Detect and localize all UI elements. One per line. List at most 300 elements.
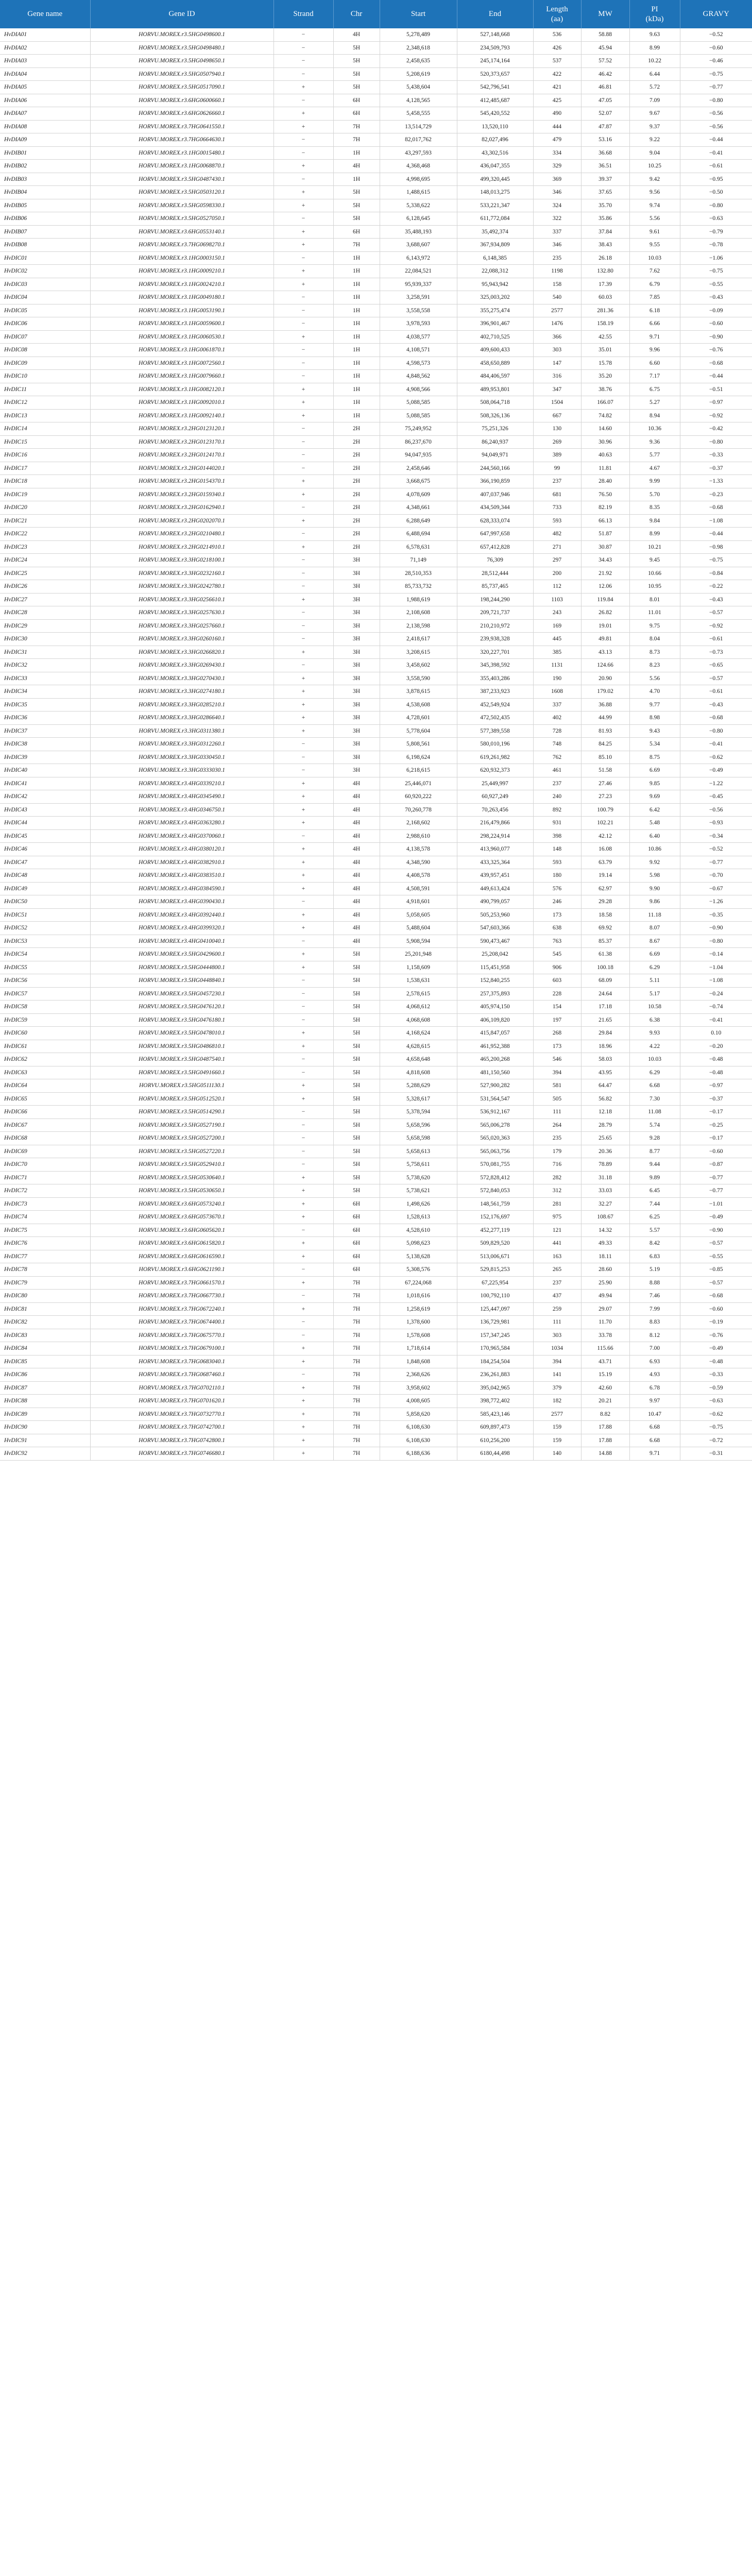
cell-start: 3,458,602 [380,659,457,672]
cell-gravy: −0.14 [680,948,752,961]
cell-chr: 7H [333,1355,380,1368]
cell-pi: 8.99 [629,528,680,541]
cell-start: 4,038,577 [380,330,457,344]
cell-gene-name: HvDIC19 [0,488,90,501]
cell-start: 25,201,948 [380,948,457,961]
cell-chr: 4H [333,935,380,948]
cell-strand: + [274,107,333,121]
cell-gravy: −0.67 [680,882,752,895]
cell-length: 748 [533,738,581,751]
cell-mw: 108.67 [581,1211,629,1224]
cell-length: 182 [533,1395,581,1408]
cell-length: 243 [533,606,581,620]
cell-pi: 9.85 [629,777,680,790]
cell-pi: 7.09 [629,94,680,107]
cell-length: 312 [533,1184,581,1198]
cell-end: 452,277,119 [457,1224,533,1237]
cell-mw: 82.19 [581,501,629,515]
cell-start: 3,668,675 [380,475,457,488]
cell-start: 5,278,489 [380,28,457,41]
cell-end: 565,063,756 [457,1145,533,1158]
cell-pi: 8.73 [629,646,680,659]
cell-chr: 1H [333,278,380,291]
table-row [0,895,752,909]
cell-strand: − [274,55,333,68]
cell-gene-id: HORVU.MOREX.r3.3HG0257660.1 [90,619,274,633]
cell-chr: 1H [333,146,380,160]
cell-gene-name: HvDIC13 [0,409,90,422]
cell-gene-id: HORVU.MOREX.r3.1HG0015480.1 [90,146,274,160]
cell-strand: − [274,1158,333,1172]
cell-start: 5,058,605 [380,908,457,922]
table-row [0,1132,752,1145]
cell-length: 111 [533,1106,581,1119]
cell-strand: + [274,593,333,606]
cell-gravy: −0.37 [680,462,752,475]
cell-chr: 4H [333,777,380,790]
cell-gravy: −0.45 [680,790,752,804]
cell-start: 4,008,605 [380,1395,457,1408]
cell-pi: 10.95 [629,580,680,594]
cell-chr: 3H [333,646,380,659]
cell-gravy: −0.79 [680,225,752,239]
cell-mw: 14.32 [581,1224,629,1237]
cell-gene-id: HORVU.MOREX.r3.7HG0701620.1 [90,1395,274,1408]
table-row [0,146,752,160]
cell-chr: 3H [333,764,380,777]
cell-start: 4,068,608 [380,1013,457,1027]
cell-mw: 37.65 [581,186,629,199]
cell-chr: 5H [333,81,380,94]
cell-strand: − [274,1316,333,1329]
table-row [0,1184,752,1198]
table-row [0,265,752,278]
cell-gene-name: HvDIC61 [0,1040,90,1053]
cell-strand: − [274,212,333,226]
cell-strand: − [274,344,333,357]
cell-chr: 7H [333,239,380,252]
cell-gravy: −0.46 [680,55,752,68]
cell-gene-name: HvDIC17 [0,462,90,475]
cell-pi: 9.89 [629,1171,680,1184]
cell-length: 180 [533,869,581,883]
cell-gene-name: HvDIB01 [0,146,90,160]
cell-start: 2,578,615 [380,987,457,1001]
table-row [0,501,752,515]
cell-gravy: −0.56 [680,803,752,817]
cell-gene-id: HORVU.MOREX.r3.7HG0732770.1 [90,1408,274,1421]
cell-gene-name: HvDIC11 [0,383,90,396]
cell-start: 3,978,593 [380,317,457,331]
cell-mw: 33.78 [581,1329,629,1342]
cell-pi: 5.48 [629,817,680,830]
cell-chr: 3H [333,593,380,606]
cell-end: 234,509,793 [457,41,533,55]
cell-mw: 100.18 [581,961,629,974]
cell-gene-name: HvDIC82 [0,1316,90,1329]
cell-chr: 3H [333,724,380,738]
cell-pi: 9.37 [629,120,680,133]
cell-gene-id: HORVU.MOREX.r3.1HG0053190.1 [90,304,274,317]
table-row [0,370,752,383]
cell-end: 433,325,364 [457,856,533,869]
cell-strand: − [274,251,333,265]
cell-strand: − [274,1224,333,1237]
cell-end: 257,375,893 [457,987,533,1001]
cell-strand: + [274,1040,333,1053]
cell-chr: 3H [333,751,380,764]
cell-gravy: −0.57 [680,1237,752,1250]
cell-gene-id: HORVU.MOREX.r3.6HG0605620.1 [90,1224,274,1237]
cell-chr: 6H [333,107,380,121]
cell-strand: + [274,856,333,869]
cell-length: 402 [533,711,581,725]
cell-mw: 26.18 [581,251,629,265]
table-row [0,1290,752,1303]
cell-end: 367,934,809 [457,239,533,252]
cell-pi: 6.78 [629,1381,680,1395]
cell-mw: 20.21 [581,1395,629,1408]
cell-length: 545 [533,948,581,961]
cell-mw: 18.96 [581,1040,629,1053]
table-row [0,803,752,817]
cell-chr: 1H [333,409,380,422]
cell-pi: 10.66 [629,567,680,580]
cell-gene-id: HORVU.MOREX.r3.3HG0285210.1 [90,698,274,711]
cell-length: 482 [533,528,581,541]
cell-chr: 6H [333,1197,380,1211]
cell-chr: 5H [333,987,380,1001]
cell-mw: 17.88 [581,1421,629,1434]
cell-end: 402,710,525 [457,330,533,344]
cell-chr: 1H [333,304,380,317]
cell-length: 426 [533,41,581,55]
table-row [0,1329,752,1342]
cell-length: 461 [533,764,581,777]
cell-gene-id: HORVU.MOREX.r3.7HG0687460.1 [90,1368,274,1382]
cell-start: 1,378,600 [380,1316,457,1329]
table-row [0,344,752,357]
cell-pi: 9.86 [629,895,680,909]
cell-gravy: −0.25 [680,1118,752,1132]
cell-strand: − [274,1290,333,1303]
cell-start: 2,348,618 [380,41,457,55]
cell-end: 509,829,520 [457,1237,533,1250]
cell-end: 609,897,473 [457,1421,533,1434]
cell-strand: + [274,908,333,922]
cell-length: 130 [533,422,581,436]
cell-strand: − [274,528,333,541]
cell-gene-name: HvDIA06 [0,94,90,107]
cell-gene-name: HvDIC48 [0,869,90,883]
cell-start: 28,510,353 [380,567,457,580]
cell-end: 657,412,828 [457,540,533,554]
cell-start: 2,988,610 [380,829,457,843]
cell-gravy: −0.31 [680,1447,752,1461]
cell-gene-name: HvDIC53 [0,935,90,948]
cell-length: 421 [533,81,581,94]
cell-gene-name: HvDIC10 [0,370,90,383]
table-row [0,107,752,121]
cell-length: 264 [533,1118,581,1132]
cell-length: 148 [533,843,581,856]
cell-gene-id: HORVU.MOREX.r3.3HG0269430.1 [90,659,274,672]
cell-start: 5,758,611 [380,1158,457,1172]
cell-chr: 3H [333,672,380,685]
cell-pi: 7.46 [629,1290,680,1303]
cell-mw: 28.40 [581,475,629,488]
cell-gravy: −0.95 [680,173,752,186]
table-row [0,251,752,265]
cell-pi: 9.56 [629,186,680,199]
cell-gene-name: HvDIC07 [0,330,90,344]
table-row [0,1106,752,1119]
cell-mw: 58.88 [581,28,629,41]
cell-gene-id: HORVU.MOREX.r3.5HG0529410.1 [90,1158,274,1172]
cell-pi: 8.01 [629,593,680,606]
table-row [0,1395,752,1408]
cell-gene-id: HORVU.MOREX.r3.5HG0527190.1 [90,1118,274,1132]
cell-start: 35,488,193 [380,225,457,239]
cell-mw: 62.97 [581,882,629,895]
cell-pi: 5.70 [629,488,680,501]
cell-strand: + [274,1079,333,1093]
cell-gravy: −0.80 [680,94,752,107]
cell-chr: 7H [333,1395,380,1408]
cell-length: 681 [533,488,581,501]
cell-length: 2577 [533,1408,581,1421]
cell-gene-name: HvDIC54 [0,948,90,961]
cell-strand: + [274,1027,333,1040]
cell-pi: 8.04 [629,633,680,646]
cell-pi: 9.42 [629,173,680,186]
cell-pi: 8.83 [629,1316,680,1329]
cell-length: 259 [533,1302,581,1316]
cell-start: 94,047,935 [380,449,457,462]
cell-mw: 76.50 [581,488,629,501]
cell-mw: 61.38 [581,948,629,961]
cell-strand: + [274,199,333,212]
cell-gravy: −0.48 [680,1066,752,1079]
cell-end: 366,190,859 [457,475,533,488]
table-row [0,278,752,291]
table-row [0,317,752,331]
cell-strand: − [274,606,333,620]
cell-pi: 5.98 [629,869,680,883]
cell-chr: 5H [333,186,380,199]
cell-chr: 4H [333,28,380,41]
cell-mw: 42.12 [581,829,629,843]
cell-gene-name: HvDIA05 [0,81,90,94]
cell-pi: 10.58 [629,1001,680,1014]
cell-mw: 28.79 [581,1118,629,1132]
cell-length: 337 [533,698,581,711]
cell-gene-name: HvDIC01 [0,251,90,265]
cell-chr: 4H [333,882,380,895]
cell-chr: 4H [333,869,380,883]
cell-mw: 49.81 [581,633,629,646]
cell-gene-name: HvDIC16 [0,449,90,462]
table-row [0,528,752,541]
cell-pi: 9.96 [629,344,680,357]
cell-pi: 6.45 [629,1184,680,1198]
table-row [0,1316,752,1329]
cell-strand: + [274,514,333,528]
cell-end: 245,174,164 [457,55,533,68]
cell-mw: 158.19 [581,317,629,331]
cell-gene-name: HvDIC81 [0,1302,90,1316]
cell-length: 282 [533,1171,581,1184]
cell-length: 1131 [533,659,581,672]
cell-length: 385 [533,646,581,659]
cell-gene-name: HvDIC83 [0,1329,90,1342]
cell-mw: 21.65 [581,1013,629,1027]
cell-length: 581 [533,1079,581,1093]
table-row [0,1355,752,1368]
cell-gene-name: HvDIC91 [0,1434,90,1447]
cell-end: 398,772,402 [457,1395,533,1408]
cell-mw: 35.20 [581,370,629,383]
cell-start: 4,108,571 [380,344,457,357]
table-row [0,330,752,344]
cell-gravy: −0.61 [680,633,752,646]
cell-gravy: −1.26 [680,895,752,909]
cell-end: 35,492,374 [457,225,533,239]
cell-gene-id: HORVU.MOREX.r3.3HG0260160.1 [90,633,274,646]
cell-strand: + [274,160,333,173]
cell-gene-name: HvDIC12 [0,396,90,410]
cell-chr: 3H [333,685,380,699]
cell-gene-name: HvDIC64 [0,1079,90,1093]
cell-mw: 30.96 [581,435,629,449]
cell-gene-name: HvDIC75 [0,1224,90,1237]
cell-mw: 132.80 [581,265,629,278]
cell-gravy: −0.52 [680,28,752,41]
cell-end: 413,960,077 [457,843,533,856]
cell-gene-name: HvDIC38 [0,738,90,751]
cell-end: 198,244,290 [457,593,533,606]
cell-length: 593 [533,514,581,528]
cell-chr: 2H [333,514,380,528]
cell-length: 329 [533,160,581,173]
cell-pi: 9.77 [629,698,680,711]
cell-strand: − [274,974,333,988]
cell-gene-id: HORVU.MOREX.r3.2HG0210480.1 [90,528,274,541]
cell-pi: 6.68 [629,1434,680,1447]
cell-mw: 56.82 [581,1092,629,1106]
cell-end: 565,006,278 [457,1118,533,1132]
cell-strand: + [274,1395,333,1408]
cell-strand: − [274,764,333,777]
cell-strand: + [274,646,333,659]
cell-end: 405,974,150 [457,1001,533,1014]
cell-mw: 64.47 [581,1079,629,1093]
cell-length: 121 [533,1224,581,1237]
cell-gravy: −0.75 [680,554,752,567]
cell-gene-id: HORVU.MOREX.r3.5HG0457230.1 [90,987,274,1001]
cell-chr: 7H [333,1447,380,1461]
cell-gene-id: HORVU.MOREX.r3.5HG0498600.1 [90,28,274,41]
cell-gravy: −1.06 [680,251,752,265]
cell-chr: 4H [333,790,380,804]
cell-strand: − [274,28,333,41]
cell-mw: 51.87 [581,528,629,541]
cell-length: 200 [533,567,581,580]
table-row [0,619,752,633]
cell-mw: 60.03 [581,291,629,304]
cell-pi: 10.22 [629,55,680,68]
cell-mw: 43.71 [581,1355,629,1368]
cell-end: 620,932,373 [457,764,533,777]
cell-chr: 5H [333,948,380,961]
cell-gravy: −0.33 [680,1368,752,1382]
cell-gene-name: HvDIC90 [0,1421,90,1434]
cell-start: 4,368,468 [380,160,457,173]
cell-start: 6,108,630 [380,1421,457,1434]
cell-mw: 34.43 [581,554,629,567]
cell-gravy: −0.80 [680,724,752,738]
cell-gene-name: HvDIB04 [0,186,90,199]
cell-start: 3,958,602 [380,1381,457,1395]
cell-gene-name: HvDIC65 [0,1092,90,1106]
cell-strand: − [274,1066,333,1079]
cell-gravy: −0.75 [680,1421,752,1434]
cell-strand: − [274,987,333,1001]
cell-gravy: −0.60 [680,41,752,55]
cell-gene-name: HvDIC15 [0,435,90,449]
cell-strand: + [274,1342,333,1355]
cell-end: 152,840,255 [457,974,533,988]
cell-chr: 1H [333,291,380,304]
cell-gene-name: HvDIC76 [0,1237,90,1250]
cell-chr: 1H [333,396,380,410]
cell-strand: − [274,935,333,948]
cell-gene-id: HORVU.MOREX.r3.3HG0256610.1 [90,593,274,606]
cell-strand: + [274,239,333,252]
cell-strand: − [274,146,333,160]
cell-end: 465,200,268 [457,1053,533,1066]
cell-strand: − [274,751,333,764]
cell-pi: 8.35 [629,501,680,515]
cell-end: 570,081,755 [457,1158,533,1172]
cell-mw: 27.46 [581,777,629,790]
cell-chr: 5H [333,961,380,974]
cell-chr: 4H [333,895,380,909]
cell-gravy: −0.20 [680,1040,752,1053]
cell-gene-id: HORVU.MOREX.r3.6HG0553140.1 [90,225,274,239]
cell-strand: + [274,540,333,554]
cell-mw: 12.18 [581,1106,629,1119]
cell-pi: 4.67 [629,462,680,475]
cell-length: 235 [533,251,581,265]
cell-length: 379 [533,1381,581,1395]
cell-length: 479 [533,133,581,147]
table-row [0,199,752,212]
cell-pi: 9.92 [629,856,680,869]
cell-gene-id: HORVU.MOREX.r3.6HG0573240.1 [90,1197,274,1211]
cell-pi: 10.47 [629,1408,680,1421]
table-row [0,1368,752,1382]
cell-chr: 6H [333,1250,380,1263]
cell-length: 2577 [533,304,581,317]
cell-end: 547,603,366 [457,922,533,935]
cell-pi: 6.25 [629,1211,680,1224]
cell-mw: 52.07 [581,107,629,121]
cell-gravy: −0.51 [680,383,752,396]
cell-pi: 5.27 [629,396,680,410]
cell-chr: 1H [333,265,380,278]
cell-strand: − [274,357,333,370]
